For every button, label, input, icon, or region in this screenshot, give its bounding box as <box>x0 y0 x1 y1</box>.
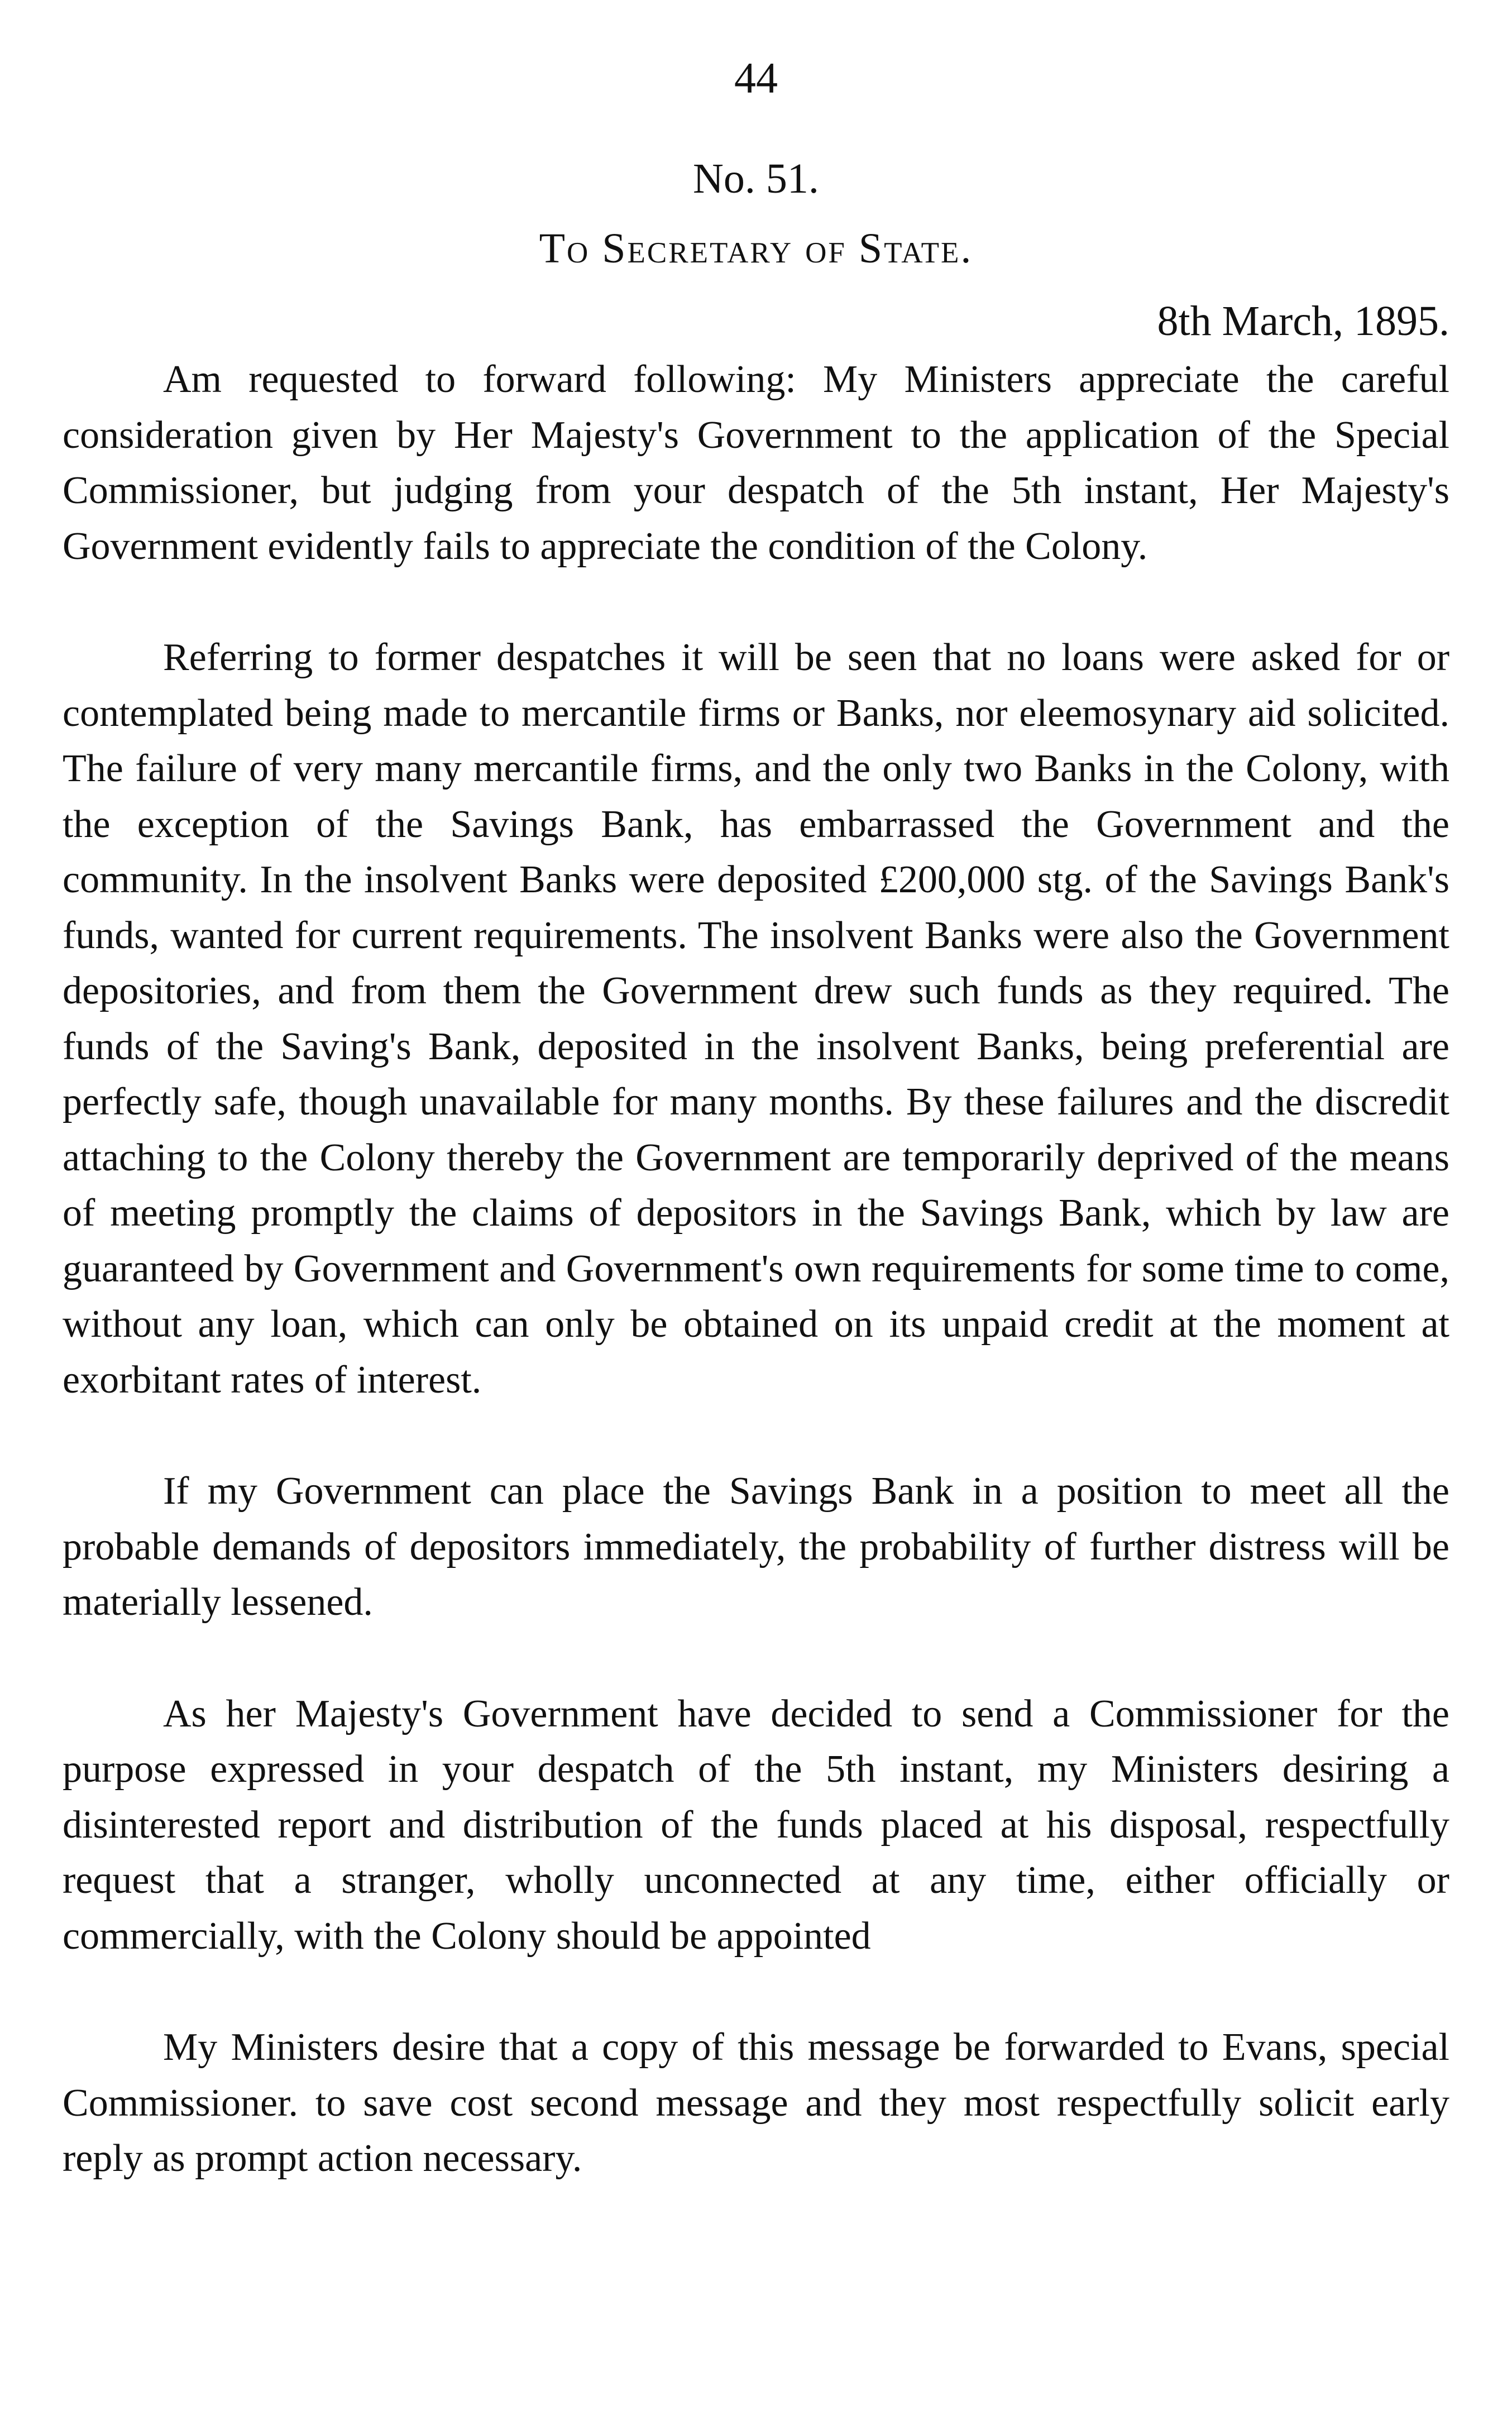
document-body <box>63 352 1449 2187</box>
paragraph-closing: My Ministers desire that a copy of this message be forwarded to Evans, special Commissioner. to save cost second message and they most respectfully solicit early reply as prompt action necessary. <box>63 2026 1449 2180</box>
paragraph-commissioner: As her Majesty's Government have decided to send a Commissioner for the purpose expressed in your despatch of the 5th instant, my Ministers desiring a disinterested report and distribution of the funds placed at his disposal, respectfully request that a stranger, wholly unconnected at any time, either officially or commercially, with the Colony should be appointed <box>63 1692 1449 1958</box>
paragraph-bank-failures: Referring to former despatches it will be seen that no loans were asked for or contemplated being made to mercantile firms or Banks, nor eleemosynary aid solicited. The failure of very many mercantile firms, and the only two Banks in the Colony, with the exception of the Savings Bank, has embarrassed the Government and the community. In the insolvent Banks were deposited £200,000 stg. of the Savings Bank's funds, wanted for current requirements. The insolvent Banks were also the Government depositories, and from them the Government drew such funds as they required. The funds of the Saving's Bank, deposited in the insolvent Banks, being preferential are perfectly safe, though unavailable for many months. By these failures and the discredit attaching to the Colony thereby the Government are temporarily deprived of the means of meeting promptly the claims of depositors in the Savings Bank, which by law are guaranteed by Government and Government's own requirements for some time to come, without any loan, which can only be obtained on its unpaid credit at the moment at exorbitant rates of interest. <box>63 636 1449 1402</box>
document-date: 8th March, 1895. <box>1157 298 1449 345</box>
page-number: 44 <box>734 54 778 102</box>
paragraph-request: Am requested to forward following: My Ministers appreciate the careful consideration given by Her Majesty's Government to the application of the Special Commissioner, but judging from your despatch of the 5th instant, Her Majesty's Government evidently fails to appreciate the condition of the Colony. <box>63 358 1449 568</box>
addressee-heading: To Secretary of State. <box>539 225 973 272</box>
paragraph-savings-bank: If my Government can place the Savings Bank in a position to meet all the probable demands of depositors immediately, the probability of further distress will be materially lessened. <box>63 1470 1449 1624</box>
document-number: No. 51. <box>693 155 819 202</box>
